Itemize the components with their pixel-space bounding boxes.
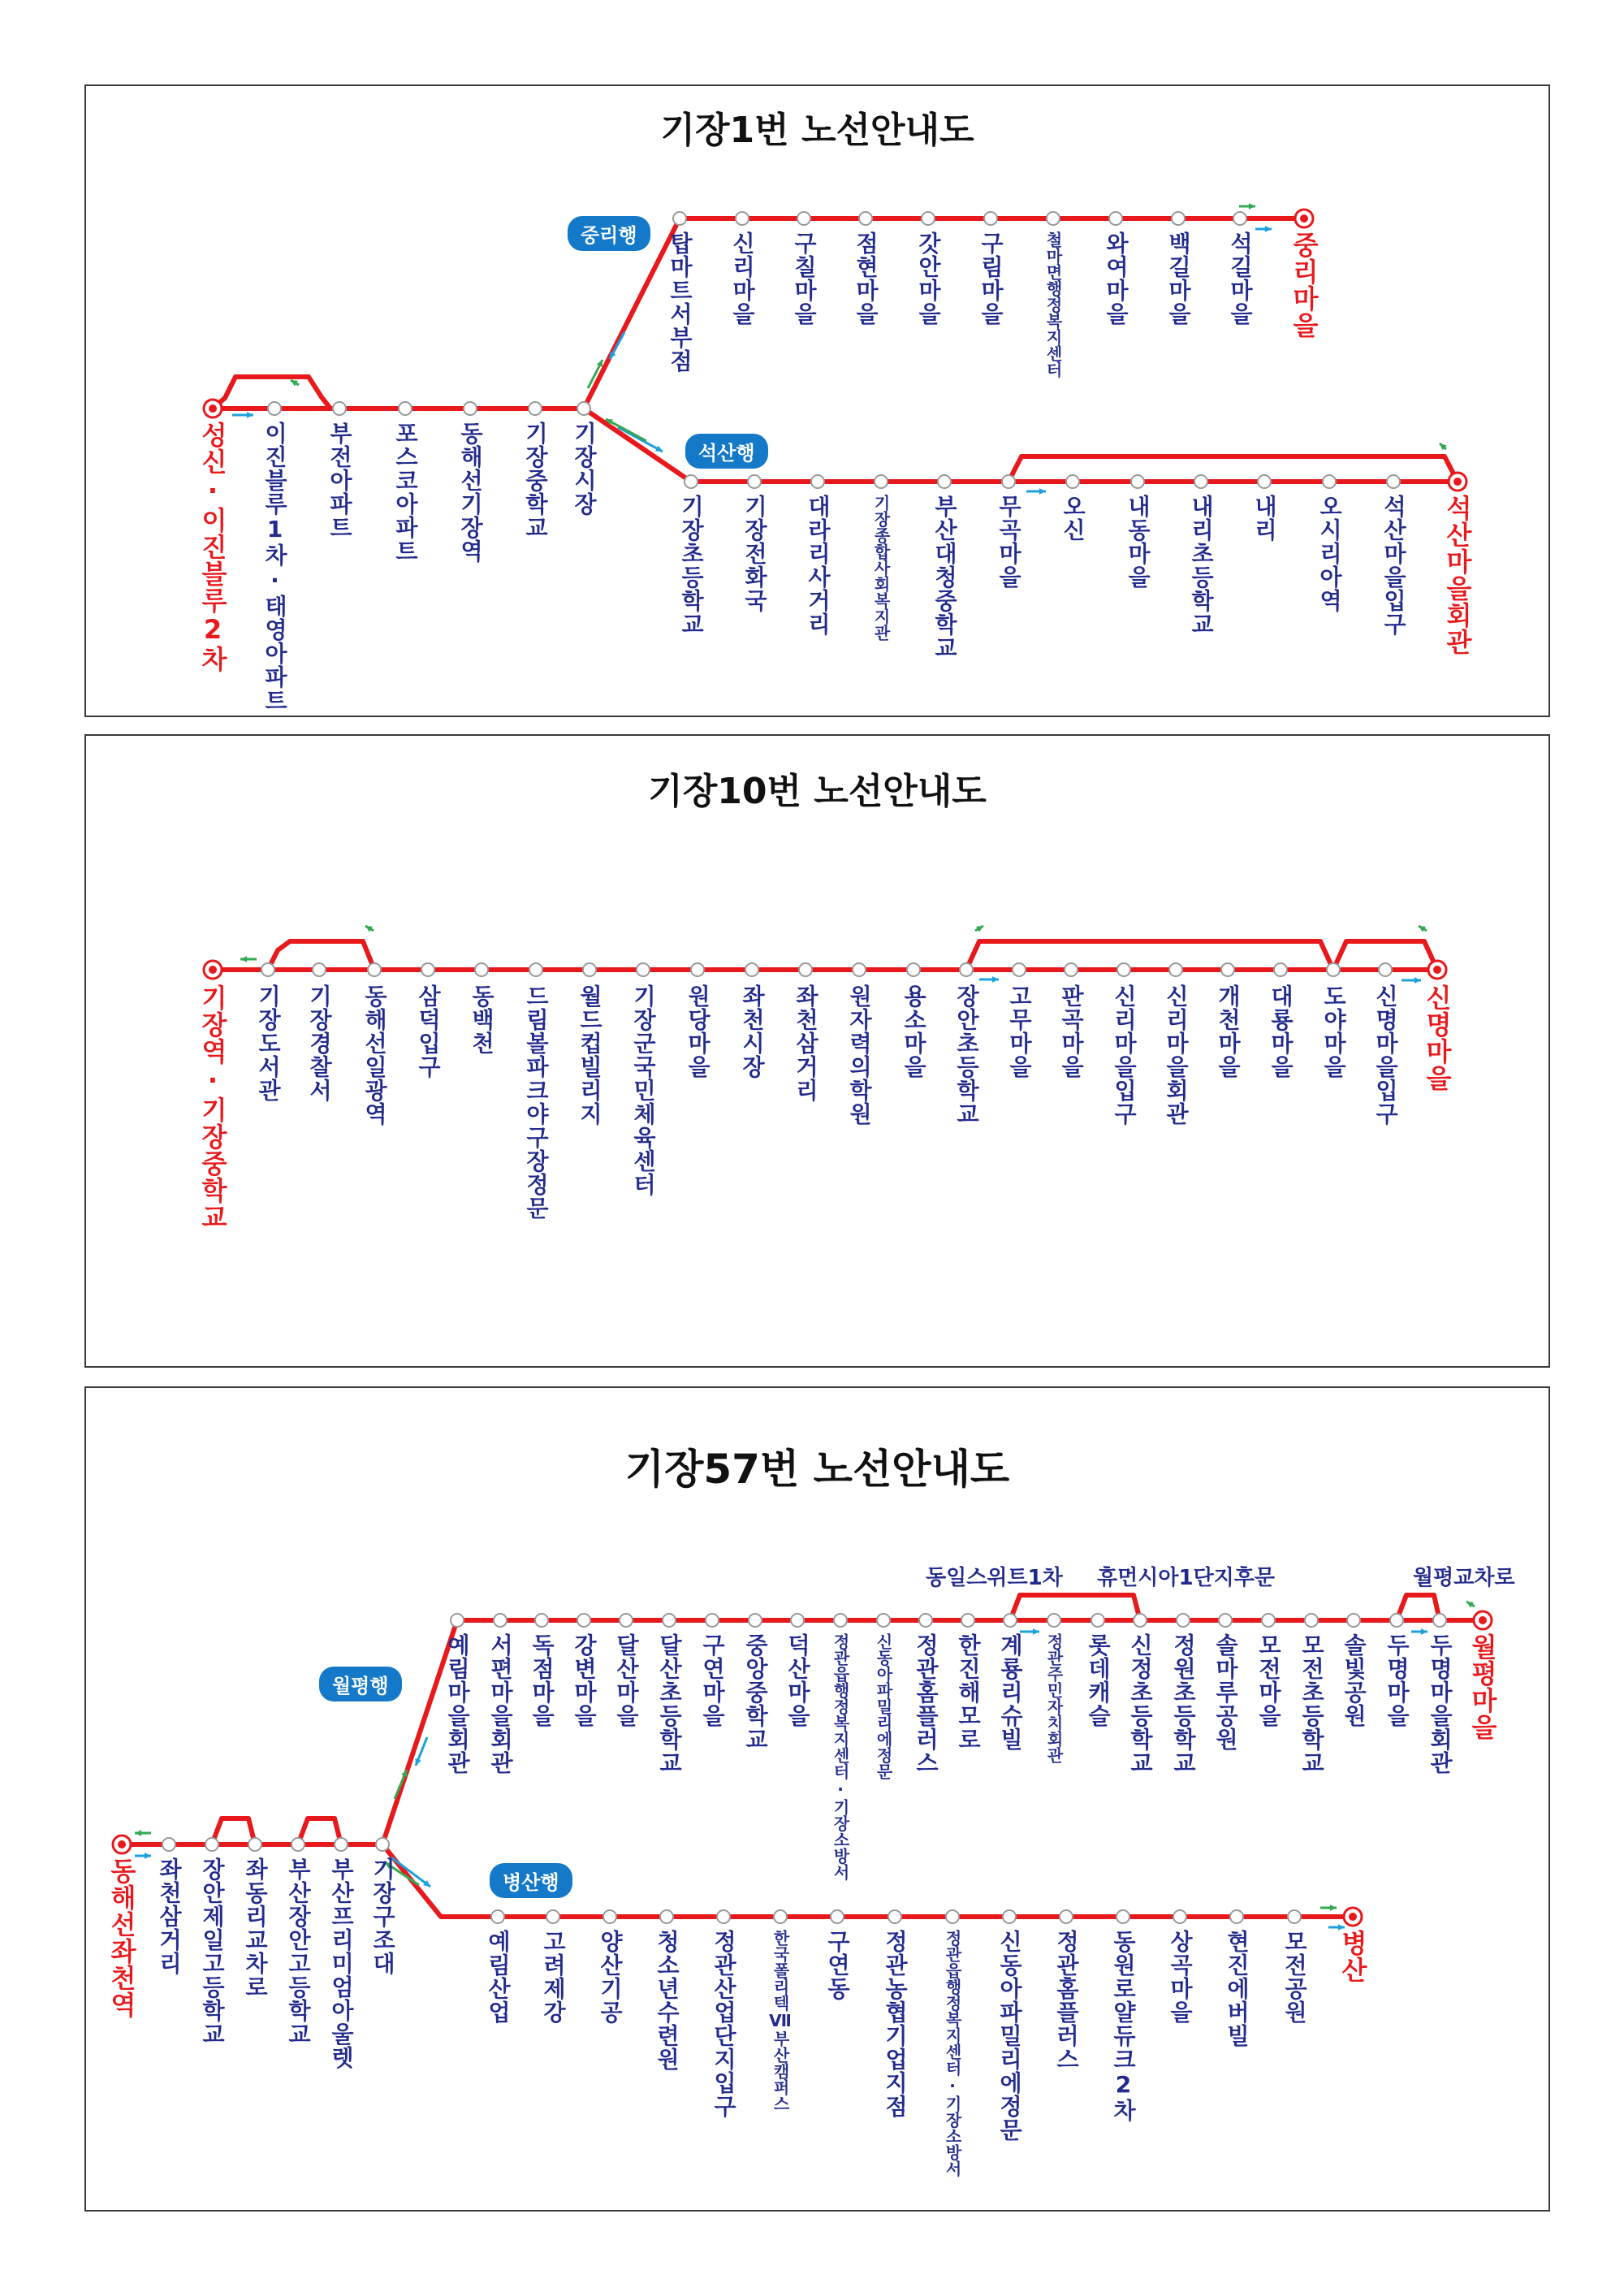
route1-stop-lower bbox=[1066, 475, 1079, 488]
route57-stop-main bbox=[335, 1838, 348, 1851]
route57-arrow-mid-head bbox=[1033, 1628, 1039, 1635]
route57-stop-label: 부산프리미엄아울렛 bbox=[328, 1857, 355, 2069]
route1-stop-lower bbox=[1258, 475, 1271, 488]
route57-stop-upper bbox=[1047, 1614, 1060, 1627]
route57-panel bbox=[84, 1386, 1550, 2212]
route10-stop bbox=[1013, 963, 1026, 976]
route10-stop bbox=[529, 963, 542, 976]
route57-top-label-1: 동일스위트1차 bbox=[926, 1566, 1063, 1590]
route57-stop-label: 계룡리슈빌 bbox=[997, 1633, 1024, 1751]
route57-stop-label: 양산기공 bbox=[597, 1930, 624, 2024]
route57-stop-label: 모전마을 bbox=[1255, 1633, 1282, 1727]
route1-stop-label: 점현마을 bbox=[853, 231, 879, 326]
route1-stop-label: 기장시장 bbox=[571, 422, 598, 516]
route57-stop-label: 정관홈플러스 bbox=[913, 1633, 939, 1775]
route10-stop bbox=[1274, 963, 1287, 976]
route1-stop-label: 이진블루1차·태영아파트 bbox=[261, 422, 288, 712]
route10-stop-label: 신리마을회관 bbox=[1163, 984, 1190, 1126]
route10-stop bbox=[1169, 963, 1182, 976]
route1-stop-lower bbox=[1387, 475, 1400, 488]
route57-stop-main bbox=[292, 1838, 304, 1851]
route57-stop-label: 서편마을회관 bbox=[487, 1633, 514, 1775]
route57-stop-label: 덕산마을 bbox=[784, 1633, 811, 1727]
route57-stop-lower bbox=[888, 1910, 901, 1923]
route57-stop-upper bbox=[1262, 1614, 1275, 1627]
route57-stop-upper bbox=[620, 1614, 633, 1627]
route10-stop bbox=[1065, 963, 1078, 976]
route1-stop-label: 오신 bbox=[1060, 495, 1086, 542]
route1-stop-label: 기장종합사회복지관 bbox=[871, 495, 891, 641]
route57-stop-label: 정관농협기업지점 bbox=[882, 1930, 909, 2118]
route57-stop-upper bbox=[749, 1614, 762, 1627]
route1-terminus-label: 중리마을 bbox=[1289, 231, 1320, 339]
route10-stop-label: 신명마을입구 bbox=[1372, 984, 1399, 1126]
route10-stop bbox=[960, 963, 973, 976]
route57-stop-label: 좌천삼거리 bbox=[156, 1857, 183, 1975]
route1-stop-label: 철마면행정복지센터 bbox=[1043, 231, 1063, 378]
route1-stop-lower bbox=[1002, 475, 1015, 488]
route10-stop-label: 기장도서관 bbox=[255, 984, 282, 1102]
route57-stop-upper bbox=[1177, 1614, 1190, 1627]
route1-stop-label: 오시리아역 bbox=[1316, 495, 1343, 612]
route57-stop-label: 달산마을 bbox=[613, 1633, 640, 1727]
route57-stop-label: 신동아파밀리에정문 bbox=[996, 1930, 1023, 2142]
route10-stop bbox=[853, 963, 866, 976]
route1-stop-lower bbox=[1131, 475, 1144, 488]
route57-stop-label: 정관읍행정복지센터·기장소방서 bbox=[831, 1633, 850, 1880]
route57-stop-main bbox=[205, 1838, 218, 1851]
route1-stop-label: 신리마을 bbox=[729, 231, 756, 326]
route10-stop bbox=[745, 963, 758, 976]
route57-stop-label: 좌동리교차로 bbox=[242, 1857, 269, 1999]
route57-stop-main bbox=[376, 1838, 389, 1851]
route57-terminus-label: 월평마을 bbox=[1467, 1633, 1498, 1740]
route57-terminus-upper-core bbox=[1479, 1616, 1487, 1624]
route1-stop-upper bbox=[859, 212, 872, 225]
route57-stop-upper bbox=[961, 1614, 974, 1627]
route57-stop-label: 두명마을 bbox=[1384, 1633, 1410, 1727]
route1-stop-main bbox=[464, 402, 477, 415]
route57-stop-lower bbox=[1173, 1910, 1186, 1923]
route57-stop-upper bbox=[877, 1614, 890, 1627]
route1-stop-lower bbox=[1323, 475, 1336, 488]
route1-stop-label: 무곡마을 bbox=[996, 495, 1022, 589]
route10-terminus-label: 기장역·기장중학교 bbox=[197, 984, 228, 1230]
route10-stop-label: 고무마을 bbox=[1006, 984, 1033, 1079]
route57-stop-upper bbox=[535, 1614, 548, 1627]
route57-stop-lower bbox=[1116, 1910, 1129, 1923]
route57-stop-main bbox=[248, 1838, 261, 1851]
route1-stop-upper bbox=[797, 212, 810, 225]
route1-terminus-label: 성신·이진블루2차 bbox=[197, 422, 228, 672]
route1-stop-label: 내동마을 bbox=[1125, 495, 1151, 589]
route57-stop-lower bbox=[546, 1910, 559, 1923]
route1-stop-lower bbox=[685, 475, 698, 488]
route10-stop-label: 원당마을 bbox=[685, 984, 711, 1079]
route1-stop-upper bbox=[1047, 212, 1060, 225]
route57-loop-a bbox=[212, 1818, 255, 1844]
route1-terminus-lower-core bbox=[1453, 478, 1462, 486]
route57-stop-label: 동원로얄듀크2차 bbox=[1110, 1930, 1137, 2122]
route57-stop-label: 예림마을회관 bbox=[444, 1633, 471, 1775]
route57-stop-upper bbox=[663, 1614, 676, 1627]
route57-terminus-label: 동해선좌천역 bbox=[106, 1857, 137, 2018]
route57-stop-upper bbox=[1004, 1614, 1017, 1627]
route57-badge-upper: 월평행 bbox=[319, 1667, 402, 1701]
route57-stop-label: 달산초등학교 bbox=[656, 1633, 683, 1775]
route57-terminus-lower-core bbox=[1349, 1913, 1357, 1921]
route57-stop-upper bbox=[1433, 1614, 1446, 1627]
route57-stop-lower bbox=[717, 1910, 730, 1923]
route10-stop-label: 원자력의학원 bbox=[846, 984, 873, 1126]
route57-loop-c bbox=[1010, 1595, 1140, 1620]
route1-stop-label: 백길마을 bbox=[1165, 231, 1192, 326]
route1-terminus-label: 석산마을회관 bbox=[1442, 495, 1473, 655]
route57-stop-lower bbox=[831, 1910, 844, 1923]
route57-stop-lower bbox=[946, 1910, 959, 1923]
route1-stop-label: 내리초등학교 bbox=[1188, 495, 1215, 636]
route10-stop-label: 기장군국민체육센터 bbox=[630, 984, 657, 1196]
route57-stop-lower bbox=[660, 1910, 673, 1923]
route57-stop-upper bbox=[1134, 1614, 1147, 1627]
route10-title: 기장10번 노선안내도 bbox=[648, 771, 987, 812]
route57-stop-label: 예림산업 bbox=[485, 1930, 512, 2024]
route57-stop-label: 모전초등학교 bbox=[1298, 1633, 1325, 1775]
route10-terminus-core bbox=[209, 966, 217, 974]
route1-arrow-out-head bbox=[247, 412, 253, 418]
route10-stop bbox=[421, 963, 434, 976]
route57-stop-upper bbox=[494, 1614, 507, 1627]
route10-panel bbox=[84, 734, 1550, 1368]
route57-stop-label: 중앙중학교 bbox=[742, 1633, 769, 1751]
route10-stop-label: 좌천삼거리 bbox=[793, 984, 819, 1102]
route10-stop-label: 대룡마을 bbox=[1268, 984, 1294, 1079]
route57-stop-lower bbox=[1288, 1910, 1301, 1923]
route1-stop-label: 내리 bbox=[1251, 495, 1278, 542]
route1-title: 기장1번 노선안내도 bbox=[660, 110, 974, 151]
route1-stop-main bbox=[399, 402, 412, 415]
route1-stop-label: 부전아파트 bbox=[326, 422, 353, 539]
route10-stop bbox=[313, 963, 326, 976]
route1-stop-upper bbox=[673, 212, 686, 225]
route57-arrow-start-return-head bbox=[135, 1830, 141, 1836]
route1-arrow-upper-end2-head bbox=[1265, 226, 1272, 232]
route10-stop bbox=[637, 963, 650, 976]
route57-stop-label: 부산장안고등학교 bbox=[285, 1857, 312, 2046]
route57-stop-label: 솔마루공원 bbox=[1212, 1633, 1239, 1751]
route10-stop-label: 드림볼파크야구장정문 bbox=[523, 984, 550, 1220]
route57-stop-main bbox=[162, 1838, 175, 1851]
route10-stop bbox=[1327, 963, 1340, 976]
route1-stop-upper bbox=[1172, 212, 1185, 225]
route1-stop-label: 석산마을입구 bbox=[1380, 495, 1407, 636]
route57-stop-label: 구연마을 bbox=[699, 1633, 726, 1727]
route1-stop-upper bbox=[984, 212, 997, 225]
route57-stop-label: 모전공원 bbox=[1281, 1930, 1308, 2024]
route10-stop bbox=[583, 963, 596, 976]
route57-badge-lower: 병산행 bbox=[490, 1863, 572, 1898]
route10-stop-label: 용소마을 bbox=[901, 984, 927, 1079]
route57-stop-label: 솔빛공원 bbox=[1341, 1633, 1367, 1727]
route1-stop-label: 동해선기장역 bbox=[457, 422, 484, 563]
route1-stop-label: 탑마트서부점 bbox=[667, 231, 693, 373]
route1-stop-label: 구칠마을 bbox=[791, 231, 818, 326]
route57-stop-upper bbox=[1091, 1614, 1104, 1627]
route1-stop-lower bbox=[875, 475, 888, 488]
route57-stop-lower bbox=[491, 1910, 504, 1923]
route57-stop-label: 정관산업단지입구 bbox=[710, 1930, 737, 2118]
route57-loop-d bbox=[1397, 1595, 1440, 1620]
route10-stop bbox=[907, 963, 920, 976]
route57-stop-upper bbox=[706, 1614, 719, 1627]
route1-stop-main bbox=[268, 402, 281, 415]
route1-stop-lower bbox=[938, 475, 951, 488]
route1-stop-lower bbox=[748, 475, 761, 488]
route1-stop-label: 갓안마을 bbox=[915, 231, 942, 326]
route57-stop-lower bbox=[1060, 1910, 1073, 1923]
route1-stop-lower bbox=[811, 475, 824, 488]
route57-stop-label: 고려제강 bbox=[540, 1930, 567, 2024]
route57-stop-label: 두명마을회관 bbox=[1427, 1633, 1453, 1775]
route57-stop-upper bbox=[1305, 1614, 1318, 1627]
route1-stop-label: 구림마을 bbox=[978, 231, 1004, 326]
route57-top-label-3: 월평교차로 bbox=[1413, 1566, 1515, 1590]
route1-upper-line bbox=[213, 218, 1304, 409]
route57-stop-lower bbox=[1230, 1910, 1243, 1923]
route57-stop-label: 한국폴리텍Ⅶ부산캠퍼스 bbox=[771, 1930, 790, 2112]
route10-arrow-mid-head bbox=[992, 976, 999, 983]
route57-stop-upper bbox=[1219, 1614, 1232, 1627]
route57-stop-label: 강변마을 bbox=[571, 1633, 598, 1727]
route57-stop-label: 정원초등학교 bbox=[1170, 1633, 1197, 1775]
route10-stop-label: 동해선일광역 bbox=[361, 984, 388, 1126]
route10-arrow-start-head bbox=[240, 956, 247, 962]
route57-top-label-2: 휴먼시아1단지후문 bbox=[1097, 1566, 1276, 1590]
route1-stop-upper bbox=[736, 212, 749, 225]
route10-stop bbox=[691, 963, 704, 976]
route57-stop-label: 한진해모로 bbox=[955, 1633, 982, 1751]
route57-title: 기장57번 노선안내도 bbox=[624, 1446, 1010, 1493]
route10-stop-label: 도야마을 bbox=[1320, 984, 1347, 1079]
route57-stop-upper bbox=[834, 1614, 847, 1627]
route57-stop-lower bbox=[1003, 1910, 1016, 1923]
route1-stop-main bbox=[577, 402, 590, 415]
route1-stop-label: 대라리사거리 bbox=[805, 495, 831, 636]
route10-stop-label: 좌천시장 bbox=[739, 984, 766, 1079]
route57-stop-label: 정관홈플러스 bbox=[1053, 1930, 1080, 2071]
route57-stop-label: 상곡마을 bbox=[1167, 1930, 1194, 2024]
route57-stop-label: 독점마을 bbox=[529, 1633, 555, 1727]
route10-stop-label: 삼덕입구 bbox=[415, 984, 442, 1079]
route1-badge-lower: 석산행 bbox=[685, 434, 768, 469]
route10-stop bbox=[799, 963, 812, 976]
route10-stop-label: 판곡마을 bbox=[1058, 984, 1085, 1079]
route1-badge-upper: 중리행 bbox=[568, 216, 650, 251]
route1-stop-upper bbox=[1109, 212, 1122, 225]
route57-stop-upper bbox=[451, 1614, 464, 1627]
route1-terminus-upper-core bbox=[1300, 214, 1308, 223]
route10-stop bbox=[368, 963, 381, 976]
route10-stop-label: 동백천 bbox=[469, 984, 495, 1055]
route1-stop-main bbox=[333, 402, 346, 415]
route57-stop-label: 신동아파밀리에정문 bbox=[874, 1633, 893, 1779]
route1-panel bbox=[84, 84, 1550, 717]
route57-stop-label: 구연동 bbox=[824, 1930, 851, 2000]
route1-stop-upper bbox=[1233, 212, 1246, 225]
route10-stop bbox=[1379, 963, 1392, 976]
route10-terminus-label: 신명마을 bbox=[1422, 984, 1453, 1092]
route57-arrow-start-head bbox=[145, 1853, 151, 1859]
route1-stop-label: 기장초등학교 bbox=[678, 495, 705, 636]
route10-stop-label: 장안초등학교 bbox=[953, 984, 980, 1126]
route57-stop-upper bbox=[1390, 1614, 1403, 1627]
route1-stop-main bbox=[529, 402, 542, 415]
route57-terminus-label: 병산 bbox=[1337, 1930, 1368, 1983]
route1-terminus-start-core bbox=[209, 404, 217, 413]
route10-arrow-end-head bbox=[1415, 977, 1421, 984]
route1-stop-label: 와여마을 bbox=[1103, 231, 1129, 326]
route10-stop-label: 신리마을입구 bbox=[1111, 984, 1138, 1126]
route57-stop-label: 정관주민자치회관 bbox=[1044, 1633, 1064, 1763]
route57-stop-upper bbox=[1347, 1614, 1360, 1627]
route1-stop-label: 석길마을 bbox=[1227, 231, 1254, 326]
route10-terminus-core bbox=[1433, 966, 1441, 974]
route10-stop bbox=[1221, 963, 1234, 976]
route57-terminus-start-core bbox=[118, 1840, 126, 1848]
route57-stop-label: 정관읍행정복지센터·기장소방서 bbox=[943, 1930, 962, 2177]
route57-stop-lower bbox=[774, 1910, 787, 1923]
route10-stop-label: 월드컵빌리지 bbox=[577, 984, 603, 1126]
route57-stop-lower bbox=[603, 1910, 616, 1923]
route57-stop-label: 기장구조대 bbox=[369, 1857, 396, 1975]
route57-stop-upper bbox=[791, 1614, 804, 1627]
route10-stop-label: 개천마을 bbox=[1215, 984, 1242, 1079]
route57-stop-label: 장안제일고등학교 bbox=[199, 1857, 226, 2046]
route1-stop-upper bbox=[922, 212, 935, 225]
route57-stop-label: 롯데캐슬 bbox=[1085, 1633, 1112, 1727]
route57-stop-label: 청소년수련원 bbox=[654, 1930, 680, 2071]
route57-stop-label: 신정초등학교 bbox=[1127, 1633, 1154, 1775]
route57-arrow-lower-end-head bbox=[1330, 1905, 1337, 1911]
route57-loop-b bbox=[298, 1818, 341, 1844]
route57-map bbox=[86, 1388, 1548, 2210]
route10-stop bbox=[475, 963, 488, 976]
route1-arrow-lower-head bbox=[1039, 488, 1046, 495]
route57-stop-upper bbox=[919, 1614, 932, 1627]
route1-stop-lower bbox=[1194, 475, 1207, 488]
route1-stop-label: 기장전화국 bbox=[741, 495, 768, 612]
route1-stop-label: 부산대청중학교 bbox=[931, 495, 958, 659]
route57-stop-label: 현진에버빌 bbox=[1224, 1930, 1250, 2047]
route10-stop-label: 기장경찰서 bbox=[306, 984, 333, 1102]
route10-stop bbox=[1117, 963, 1130, 976]
route1-arrow-upper-end-head bbox=[1249, 203, 1255, 210]
route1-stop-label: 기장중학교 bbox=[522, 422, 549, 539]
route10-stop bbox=[261, 963, 274, 976]
route57-stop-upper bbox=[577, 1614, 590, 1627]
route1-stop-label: 포스코아파트 bbox=[392, 422, 419, 563]
